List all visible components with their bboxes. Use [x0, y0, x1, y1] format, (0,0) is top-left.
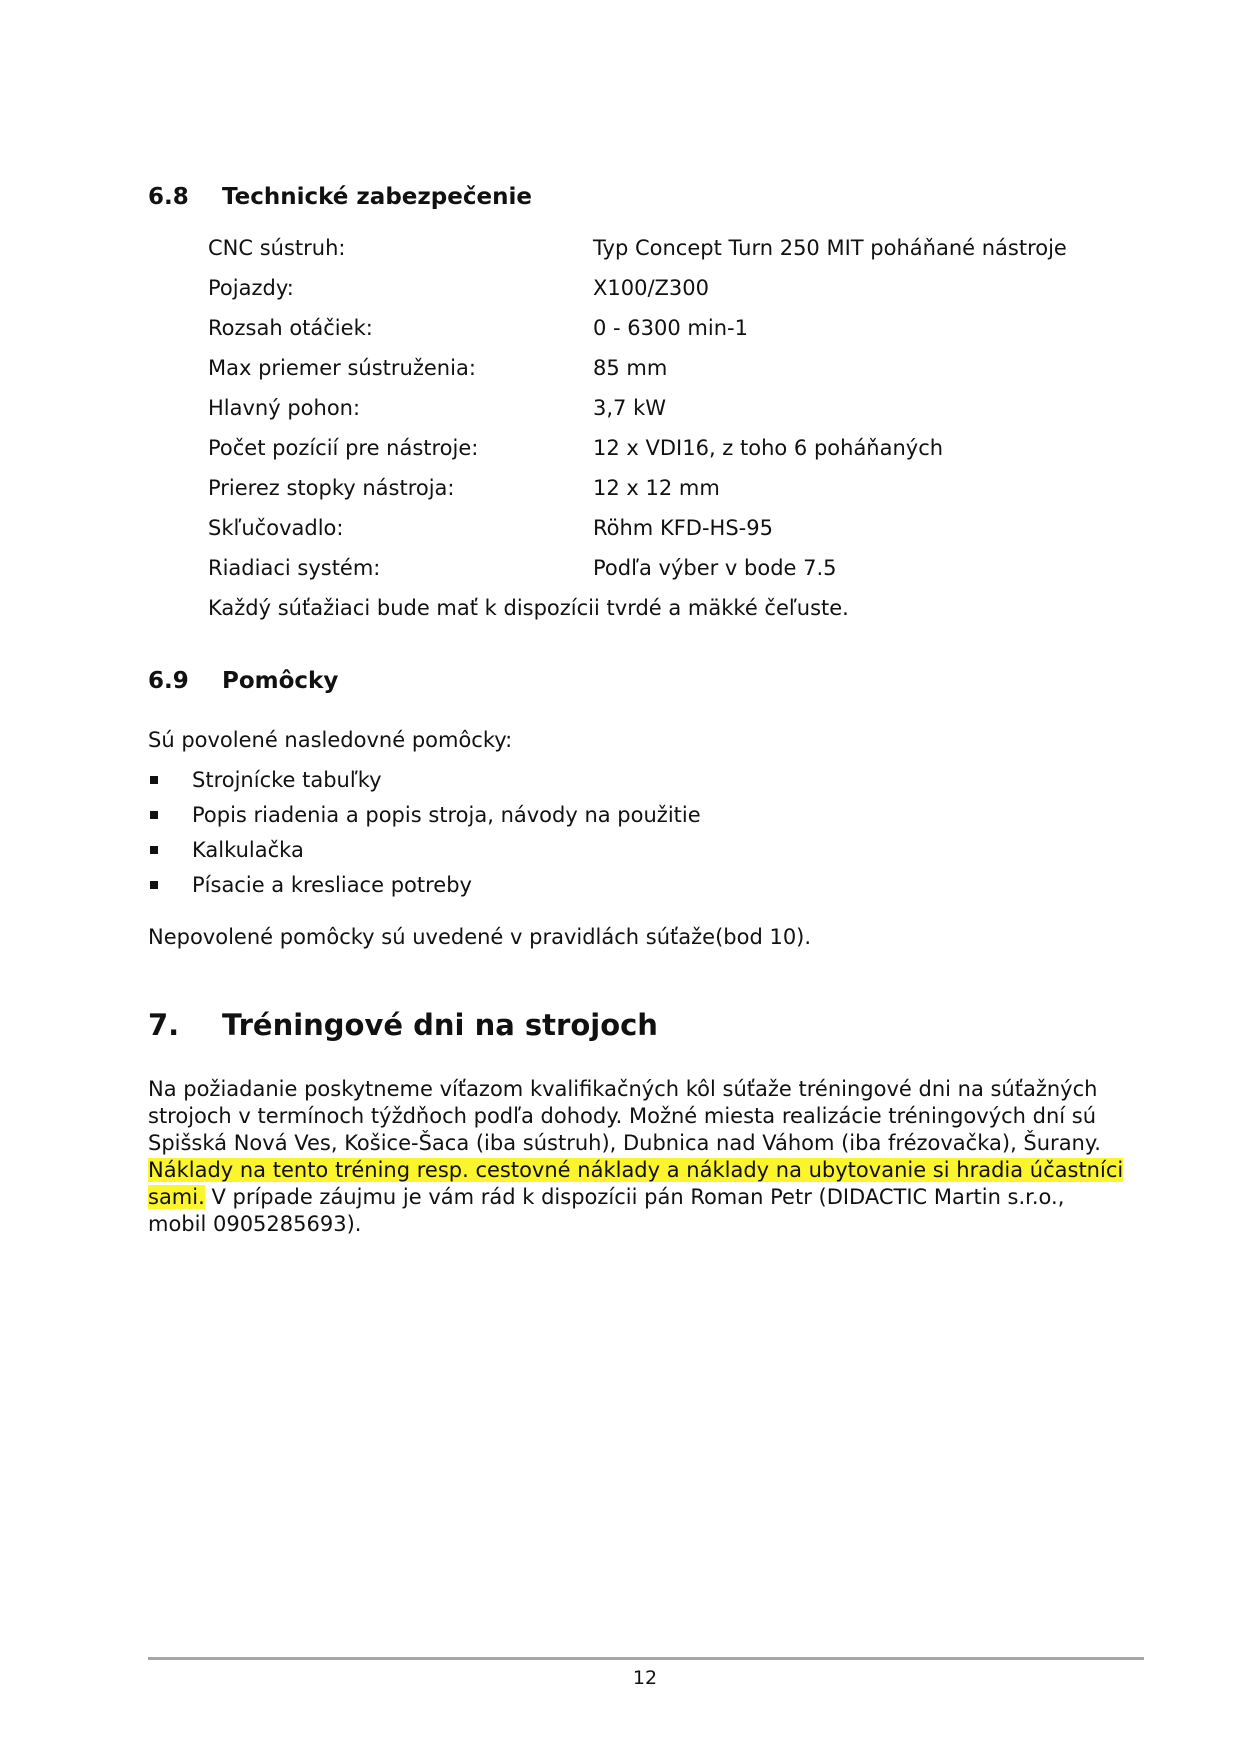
- spec-value: X100/Z300: [593, 276, 710, 300]
- bullet-square-icon: [150, 846, 158, 854]
- paragraph-text: V prípade záujmu je vám rád k dispozícii pán Roman Petr (DIDACTIC Martin s.r.o.,: [204, 1185, 1065, 1209]
- aids-intro: Sú povolené nasledovné pomôcky:: [148, 728, 513, 752]
- page-number: 12: [632, 1667, 658, 1689]
- spec-row: [208, 396, 1108, 436]
- spec-label: Rozsah otáčiek:: [208, 316, 373, 340]
- paragraph-line: [148, 1157, 1124, 1184]
- section-title: Pomôcky: [222, 668, 339, 694]
- section-title: Tréningové dni na strojoch: [222, 1008, 658, 1042]
- spec-label: Max priemer sústruženia:: [208, 356, 476, 380]
- spec-label: Skľučovadlo:: [208, 516, 344, 540]
- technical-spec-table: [208, 236, 1108, 636]
- spec-value: Röhm KFD-HS-95: [593, 516, 773, 540]
- list-item-text: Popis riadenia a popis stroja, návody na použitie: [192, 803, 701, 827]
- spec-value: 0 - 6300 min-1: [593, 316, 748, 340]
- spec-row: [208, 316, 1108, 356]
- spec-note: Každý súťažiaci bude mať k dispozícii tvrdé a mäkké čeľuste.: [208, 596, 849, 620]
- spec-row: [208, 556, 1108, 596]
- list-item-text: Kalkulačka: [192, 838, 304, 862]
- training-paragraph: [148, 1076, 1124, 1238]
- spec-label: Riadiaci systém:: [208, 556, 381, 580]
- section-number: 6.8: [148, 184, 189, 210]
- paragraph-line: strojoch v termínoch týždňoch podľa dohody. Možné miesta realizácie tréningových dní sú: [148, 1104, 1097, 1128]
- section-number: 6.9: [148, 668, 189, 694]
- footer-divider: [148, 1657, 1144, 1660]
- spec-value: 3,7 kW: [593, 396, 666, 420]
- spec-label: Pojazdy:: [208, 276, 294, 300]
- spec-value: 12 x 12 mm: [593, 476, 720, 500]
- spec-value: Podľa výber v bode 7.5: [593, 556, 837, 580]
- spec-row: [208, 276, 1108, 316]
- list-item-text: Strojnícke tabuľky: [192, 768, 382, 792]
- paragraph-line: Spišská Nová Ves, Košice-Šaca (iba sústruh), Dubnica nad Váhom (iba frézovačka), Šurany.: [148, 1131, 1101, 1155]
- paragraph-line: [148, 1184, 1108, 1211]
- spec-value: Typ Concept Turn 250 MIT poháňané nástroje: [593, 236, 1067, 260]
- list-item-text: Písacie a kresliace potreby: [192, 873, 472, 897]
- spec-row: [208, 356, 1108, 396]
- spec-row: [208, 516, 1108, 556]
- paragraph-line: mobil 0905285693).: [148, 1212, 362, 1236]
- bullet-square-icon: [150, 811, 158, 819]
- spec-value: 12 x VDI16, z toho 6 poháňaných: [593, 436, 944, 460]
- spec-row: [208, 476, 1108, 516]
- section-number: 7.: [148, 1008, 180, 1042]
- spec-row: [208, 236, 1108, 276]
- aids-outro: Nepovolené pomôcky sú uvedené v pravidlách súťaže(bod 10).: [148, 925, 812, 949]
- bullet-square-icon: [150, 776, 158, 784]
- spec-label: Hlavný pohon:: [208, 396, 361, 420]
- spec-label: CNC sústruh:: [208, 236, 346, 260]
- highlighted-text: Náklady na tento tréning resp. cestovné náklady a náklady na ubytovanie si hradia účastníci: [148, 1158, 1124, 1182]
- spec-note-row: [208, 596, 1108, 636]
- spec-label: Prierez stopky nástroja:: [208, 476, 455, 500]
- spec-row: [208, 436, 1108, 476]
- spec-label: Počet pozícií pre nástroje:: [208, 436, 479, 460]
- spec-value: 85 mm: [593, 356, 668, 380]
- highlighted-text: sami.: [148, 1185, 205, 1209]
- section-title: Technické zabezpečenie: [222, 184, 532, 210]
- paragraph-line: Na požiadanie poskytneme víťazom kvalifikačných kôl súťaže tréningové dni na súťažných: [148, 1077, 1098, 1101]
- bullet-square-icon: [150, 881, 158, 889]
